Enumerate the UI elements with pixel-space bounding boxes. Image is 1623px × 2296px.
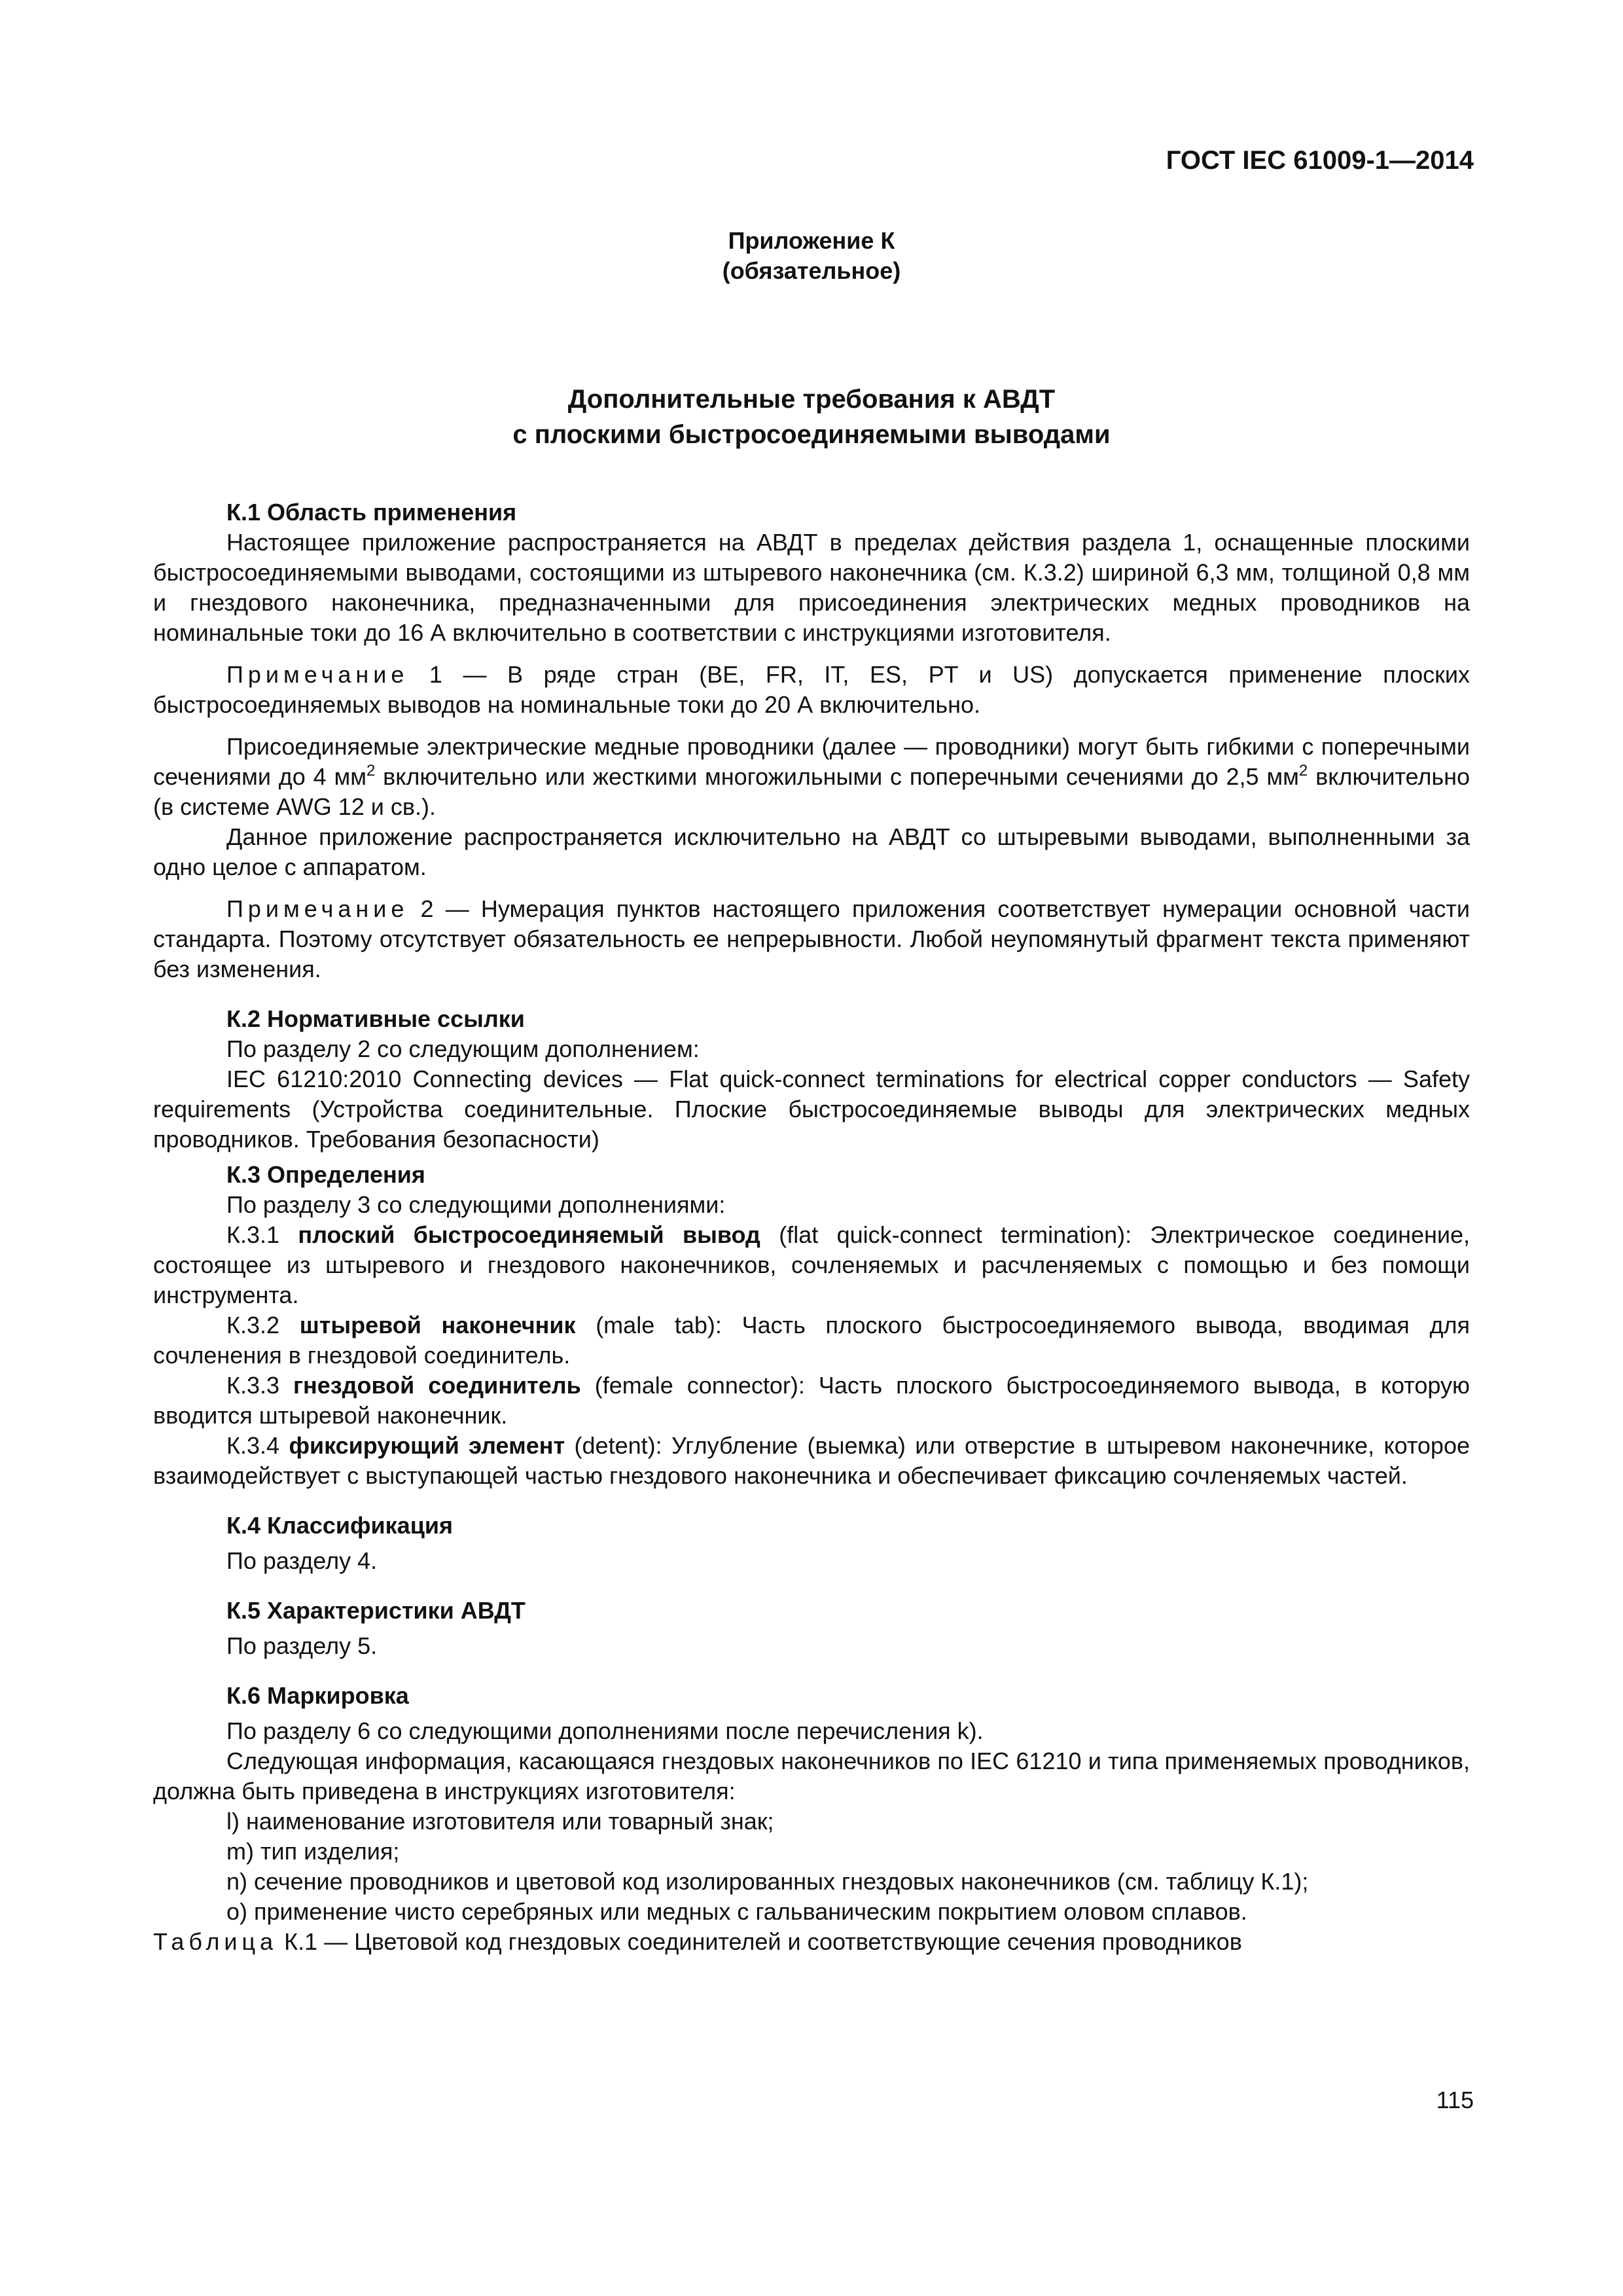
section-k3-heading: К.3 Определения [226,1161,425,1188]
superscript: 2 [366,762,376,780]
list-item: o) применение чисто серебряных или медных с гальваническим покрытием оловом сплавов. [226,1898,1247,1925]
definition-number: К.3.3 [226,1372,293,1399]
list-item: n) сечение проводников и цветовой код изолированных гнездовых наконечников (см. таблицу К.1); [226,1868,1309,1895]
section-k4-text: По разделу 4. [226,1547,378,1574]
table-caption [153,1927,1470,1957]
definition-k3-3 [153,1371,1470,1431]
definition-term: гнездовой соединитель [293,1372,581,1399]
section-k5-heading: К.5 Характеристики АВДТ [226,1597,526,1624]
note-1-label: Примечание [226,661,409,688]
definition-text: (female connector): Часть плоского быстросоединяемого вывода, в которую вводится штыревой наконечник. [153,1372,1470,1429]
definition-k3-1 [153,1220,1470,1310]
section-k2-reference: IEC 61210:2010 Connecting devices — Flat quick-connect terminations for electrical copper conductors — Safety requirements (Устройства соединительные. Плоские быстросоединяемые выводы для электрических медных проводников. Требования безопасности) [153,1066,1470,1153]
definition-number: К.3.1 [226,1221,298,1248]
definition-term: плоский быстросоединяемый вывод [298,1221,760,1248]
note-2-text: 2 — Нумерация пунктов настоящего приложения соответствует нумерации основной части стандарта. Поэтому отсутствует обязательность ее непрерывности. Любой неупомянутый фрагмент текста применяют без изменения. [153,895,1470,982]
section-k3-intro: По разделу 3 со следующими дополнениями: [226,1191,726,1218]
section-k2-heading: К.2 Нормативные ссылки [226,1005,525,1032]
note-1 [153,660,1470,720]
annex-heading [0,226,1623,286]
section-k1-paragraph: Настоящее приложение распространяется на АВДТ в пределах действия раздела 1, оснащенные плоскими быстросоединяемыми выводами, состоящими из штыревого наконечника (см. К.3.2) шириной 6,3 мм, толщиной 0,8 мм и гнездового наконечника, предназначенными для присоединения электрических медных проводников на номинальные токи до 16 А включительно в соответствии с инструкциями изготовителя. [153,529,1470,646]
annex-title: Приложение К [728,227,895,254]
definition-term: штыревой наконечник [299,1312,576,1338]
note-2-label: Примечание [226,895,409,922]
definition-text: (detent): Углубление (выемка) или отверстие в штыревом наконечнике, которое взаимодействует с выступающей частью гнездового наконечника и обеспечивает фиксацию сочленяемых частей. [153,1432,1470,1489]
conductors-text-c: включительно (в системе AWG 12 и св.). [153,763,1470,820]
list-item: l) наименование изготовителя или товарный знак; [226,1808,774,1835]
page-number: 115 [1436,2087,1474,2113]
table-caption-text: К.1 — Цветовой код гнездовых соединителей и соответствующие сечения проводников [277,1928,1242,1955]
document-body [153,497,1470,1957]
definition-k3-2 [153,1310,1470,1371]
section-k5-text: По разделу 5. [226,1632,378,1659]
section-k1-conductors-paragraph [153,732,1470,822]
definition-number: К.3.4 [226,1432,289,1459]
definition-text: (male tab): Часть плоского быстросоединяемого вывода, вводимая для сочленения в гнездовой соединитель. [153,1312,1470,1369]
section-k6-paragraph: Следующая информация, касающаяся гнездовых наконечников по IEC 61210 и типа применяемых проводников, должна быть приведена в инструкциях изготовителя: [153,1748,1470,1804]
section-k4-heading: К.4 Классификация [226,1512,453,1539]
annex-status: (обязательное) [722,257,901,284]
conductors-text-a: Присоединяемые электрические медные проводники (далее — проводники) могут быть гибкими с поперечными сечениями до 4 мм [153,733,1470,790]
table-caption-label: Таблица [153,1928,278,1955]
superscript: 2 [1298,762,1308,780]
definition-text: (flat quick-connect termination): Электрическое соединение, состоящее из штыревого и гнездового наконечников, сочленяемых и расчленяемых с помощью и без помощи инструмента. [153,1221,1470,1308]
definition-term: фиксирующий элемент [289,1432,565,1459]
document-title-line1: Дополнительные требования к АВДТ [567,385,1056,414]
document-title [0,382,1623,452]
definition-number: К.3.2 [226,1312,300,1338]
note-1-text: 1 — В ряде стран (BE, FR, IT, ES, PT и US) допускается применение плоских быстросоединяемых выводов на номинальные токи до 20 А включительно. [153,661,1470,718]
section-k1-scope-paragraph: Данное приложение распространяется исключительно на АВДТ со штыревыми выводами, выполненными за одно целое с аппаратом. [153,823,1470,880]
section-k2-intro: По разделу 2 со следующим дополнением: [226,1035,700,1062]
definition-k3-4 [153,1431,1470,1491]
list-item: m) тип изделия; [226,1838,400,1865]
section-k6-intro: По разделу 6 со следующими дополнениями после перечисления k). [226,1717,984,1744]
document-title-line2: с плоскими быстросоединяемыми выводами [512,420,1111,449]
conductors-text-b: включительно или жесткими многожильными с поперечными сечениями до 2,5 мм [375,763,1299,790]
standard-code: ГОСТ IEC 61009-1—2014 [1166,146,1474,175]
note-2 [153,894,1470,984]
section-k1-heading: К.1 Область применения [226,499,517,526]
section-k6-heading: К.6 Маркировка [226,1682,409,1709]
